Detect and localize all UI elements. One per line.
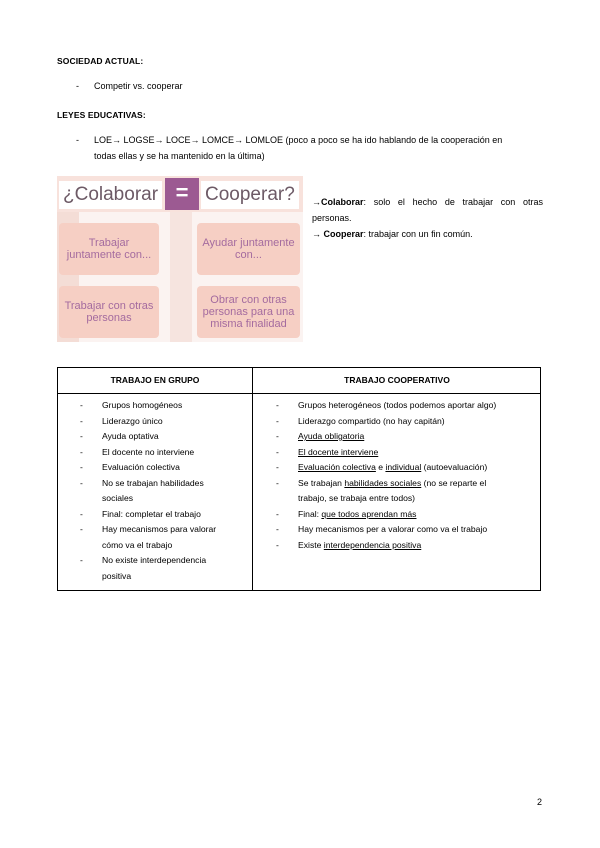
item-text: (autoevaluación) — [421, 462, 488, 472]
card-label: Trabajar con otras personas — [64, 300, 154, 324]
item-text: positiva — [102, 570, 132, 581]
graphic-title-colaborar: ¿Colaborar — [59, 181, 162, 209]
list-item-continued — [80, 491, 248, 507]
item-text: Se trabajan — [298, 477, 345, 488]
bullet-dash: - — [76, 135, 79, 145]
list-item: - Ayuda optativa — [80, 431, 159, 441]
list-item: - Se trabajan habilidades sociales (no se reparte el — [276, 477, 487, 488]
item-text: cómo va el trabajo — [102, 539, 173, 550]
card-label: Ayudar juntamente con... — [202, 237, 295, 261]
list-trabajo-cooperativo — [276, 398, 540, 553]
list-item-continued — [276, 491, 540, 507]
item-text: Ayuda optativa — [102, 431, 159, 441]
list-item-continued — [80, 569, 248, 585]
item-text: Liderazgo único — [102, 415, 163, 426]
card-trabajar-otras-personas — [59, 286, 159, 338]
item-text: Grupos heterogéneos (todos podemos aportar algo) — [298, 400, 497, 410]
item-text: sociales — [102, 493, 134, 503]
item-text: Hay mecanismos per a valorar como va el trabajo — [298, 524, 488, 534]
item-text-underlined: habilidades sociales — [344, 477, 422, 488]
item-text-underlined: Evaluación colectiva — [298, 462, 376, 472]
colaborar-cooperar-graphic — [57, 176, 303, 342]
list-item: - Ayuda obligatoria — [276, 431, 365, 441]
card-trabajar-juntamente — [59, 223, 159, 275]
item-text: El docente no interviene — [102, 446, 195, 457]
item-text-underlined: que todos aprendan más — [321, 508, 417, 519]
arrow-icon: → — [312, 229, 324, 239]
list-item: - Existe interdependencia positiva — [276, 539, 422, 550]
item-text: Final: — [298, 508, 322, 519]
list-item: - Liderazgo compartido (no hay capitán) — [276, 415, 445, 426]
item-text-underlined: interdependencia positiva — [323, 539, 422, 550]
item-text: trabajo, se trabaja entre todos) — [298, 493, 416, 503]
table-divider-horizontal — [58, 393, 540, 394]
definition-cooperar: : trabajar con un fin común. — [363, 229, 473, 239]
item-text: No existe interdependencia — [102, 555, 207, 565]
item-text: Grupos homogéneos — [102, 400, 183, 410]
item-text-underlined: El docente interviene — [298, 446, 379, 457]
card-obrar-misma-finalidad — [197, 286, 300, 338]
bullet-dash: - — [76, 81, 79, 91]
equals-sign: = — [165, 178, 199, 210]
list-item: - El docente no interviene — [80, 446, 195, 457]
item-text-underlined: individual — [385, 462, 422, 472]
list-item: - Grupos heterogéneos (todos podemos aportar algo) — [276, 400, 497, 410]
card-label: Trabajar juntamente con... — [66, 237, 152, 261]
list-item: - Evaluación colectiva e individual (autoevaluación) — [276, 462, 488, 472]
graphic-pillar-center — [170, 212, 192, 342]
laws-line-2: todas ellas y se ha mantenido en la última) — [94, 151, 265, 161]
item-text: (no se reparte el — [421, 477, 487, 488]
term-cooperar: Cooperar — [323, 229, 364, 239]
item-text: Existe — [298, 539, 324, 550]
list-item: - El docente interviene — [276, 446, 379, 457]
heading-leyes-educativas: LEYES EDUCATIVAS: — [57, 110, 146, 120]
list-item: Competir vs. cooperar — [94, 81, 183, 91]
note-colaborar — [312, 194, 543, 226]
list-item: - No existe interdependencia — [80, 555, 207, 565]
item-text: No se trabajan habilidades — [102, 477, 204, 488]
list-item: - Liderazgo único — [80, 415, 163, 426]
header-trabajo-cooperativo: TRABAJO COOPERATIVO — [344, 375, 450, 385]
header-trabajo-en-grupo: TRABAJO EN GRUPO — [110, 375, 200, 385]
list-item: - Grupos homogéneos — [80, 400, 183, 410]
item-text: e — [375, 462, 386, 472]
note-cooperar — [312, 226, 543, 242]
list-item: - Final: completar el trabajo — [80, 508, 201, 519]
list-item-continued — [80, 538, 248, 554]
card-label: Obrar con otras personas para una misma finalidad — [202, 294, 295, 330]
list-trabajo-en-grupo — [80, 398, 248, 584]
item-text-underlined: Ayuda obligatoria — [298, 431, 365, 441]
item-text: Liderazgo compartido (no hay capitán) — [298, 415, 445, 426]
list-item: - Hay mecanismos per a valorar como va el trabajo — [276, 524, 488, 534]
list-item: - Evaluación colectiva — [80, 462, 180, 472]
term-colaborar: Colaborar — [321, 197, 364, 207]
definition-colaborar: : solo el hecho de trabajar con otras personas. — [312, 197, 543, 223]
page-number: 2 — [537, 797, 543, 807]
item-text: Final: completar el trabajo — [102, 508, 201, 519]
arrow-icon: → — [312, 197, 321, 207]
item-text: Hay mecanismos para valorar — [102, 524, 217, 534]
list-item: - Final: que todos aprendan más — [276, 508, 417, 519]
list-item: - No se trabajan habilidades — [80, 477, 204, 488]
table-divider-vertical — [252, 368, 253, 590]
graphic-title-cooperar: Cooperar? — [201, 181, 299, 209]
item-text: Evaluación colectiva — [102, 462, 180, 472]
heading-sociedad-actual: SOCIEDAD ACTUAL: — [57, 56, 144, 66]
card-ayudar-juntamente — [197, 223, 300, 275]
list-item: - Hay mecanismos para valorar — [80, 524, 217, 534]
laws-line-1: LOE→ LOGSE→ LOCE→ LOMCE→ LOMLOE (poco a poco se ha ido hablando de la cooperación en — [94, 135, 503, 145]
comparison-table — [57, 367, 541, 591]
